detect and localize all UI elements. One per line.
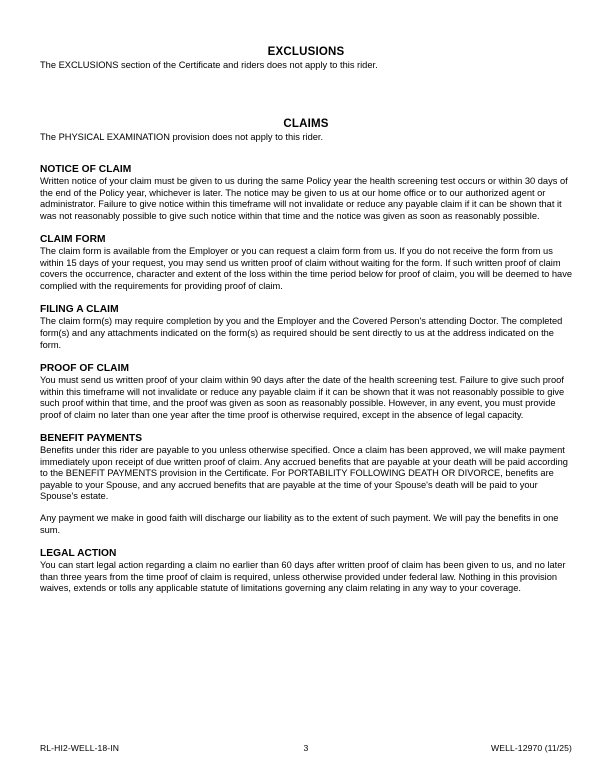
section-exclusions: [40, 46, 572, 72]
exclusions-body: The EXCLUSIONS section of the Certificate and riders does not apply to this rider.: [40, 60, 378, 70]
claim-form-body: The claim form is available from the Employer or you can request a claim form from us. If you do not receive the form from us within 15 days of your request, you may send us written proof of claim without waiting for the form. If such written proof of claim covers the occurrence, character and extent of the loss within the time period below for proof of claim, you will be deemed to have complied with the requirements for providing proof of claim.: [40, 246, 572, 291]
document-body: [40, 0, 572, 595]
section-legal-action: [40, 548, 572, 595]
footer-document-code: WELL-12970 (11/25): [491, 743, 572, 753]
exclusions-claims-spacer: [40, 72, 572, 118]
section-benefit-payments: [40, 433, 572, 536]
section-spacer: [40, 222, 572, 234]
benefit-payments-body-second: Any payment we make in good faith will discharge our liability as to the extent of such payment. We will pay the benefits in one sum.: [40, 513, 559, 535]
section-filing-a-claim: [40, 304, 572, 351]
section-claim-form: [40, 234, 572, 292]
notice-of-claim-body: Written notice of your claim must be given to us during the same Policy year the health screening test occurs or within 30 days of the end of the Policy year, whichever is later. The notice may be given to us at our home office or to our authorized agent or administrator. Failure to give notice within this timeframe will not invalidate or reduce any payable claim if it can be shown that it was not reasonably possible to give such notice within that time and the notice was given as soon as reasonably possible.: [40, 176, 568, 221]
section-notice-of-claim: [40, 164, 572, 222]
proof-of-claim-heading: PROOF OF CLAIM: [40, 363, 129, 375]
benefit-payments-body-first: Benefits under this rider are payable to you unless otherwise specified. Once a claim has been approved, we will make payment immediately upon receipt of due written proof of claim. Any accrued benefits that are payable at your death will be paid according to the BENEFIT PAYMENTS provision in the Certificate. For PORTABILITY FOLLOWING DEATH OR DIVORCE, benefits are payable to your Spouse, and any accrued benefits that are payable at the time of your Spouse's death will be paid to your Spouse's estate.: [40, 445, 568, 502]
section-proof-of-claim: [40, 363, 572, 421]
notice-of-claim-heading: NOTICE OF CLAIM: [40, 164, 132, 176]
filing-a-claim-body: The claim form(s) may require completion by you and the Employer and the Covered Person's attending Doctor. The completed form(s) and any attachments indicated on the form(s) as required should be sent directly to us at the address indicated on the form.: [40, 316, 563, 350]
footer-page-number: 3: [303, 743, 309, 753]
page-footer: [40, 743, 572, 754]
paragraph-spacer: [40, 503, 572, 513]
section-spacer: [40, 351, 572, 363]
section-spacer: [40, 292, 572, 304]
footer-form-number: RL-HI2-WELL-18-IN: [40, 743, 120, 753]
section-spacer: [40, 536, 572, 548]
section-claims: [40, 118, 572, 144]
claims-body: The PHYSICAL EXAMINATION provision does not apply to this rider.: [40, 131, 324, 142]
claims-heading: CLAIMS: [283, 117, 329, 130]
top-spacer: [40, 0, 572, 46]
proof-of-claim-body: You must send us written proof of your claim within 90 days after the date of the health screening test. Failure to give such proof within this timeframe will not invalidate or reduce any payable claim if it can be shown that it was not reasonably possible to give such proof within that time, and the proof was given as soon as reasonably possible. However, in any event, you must provide proof of claim no later than one year after the time proof is otherwise required, except in the absence of legal capacity.: [40, 375, 565, 420]
benefit-payments-heading: BENEFIT PAYMENTS: [40, 433, 143, 445]
claims-notice-spacer: [40, 143, 572, 164]
filing-a-claim-heading: FILING A CLAIM: [40, 304, 119, 316]
exclusions-heading: EXCLUSIONS: [267, 46, 345, 58]
section-spacer: [40, 421, 572, 433]
legal-action-body: You can start legal action regarding a claim no earlier than 60 days after written proof of claim has been given to us, and no later than three years from the time proof of claim is required, unless otherwise provided under federal law. Nothing in this provision waives, extends or tolls any applicable statute of limitations governing any claim relating in any way to your coverage.: [40, 560, 566, 594]
legal-action-heading: LEGAL ACTION: [40, 548, 117, 560]
claim-form-heading: CLAIM FORM: [40, 234, 106, 246]
